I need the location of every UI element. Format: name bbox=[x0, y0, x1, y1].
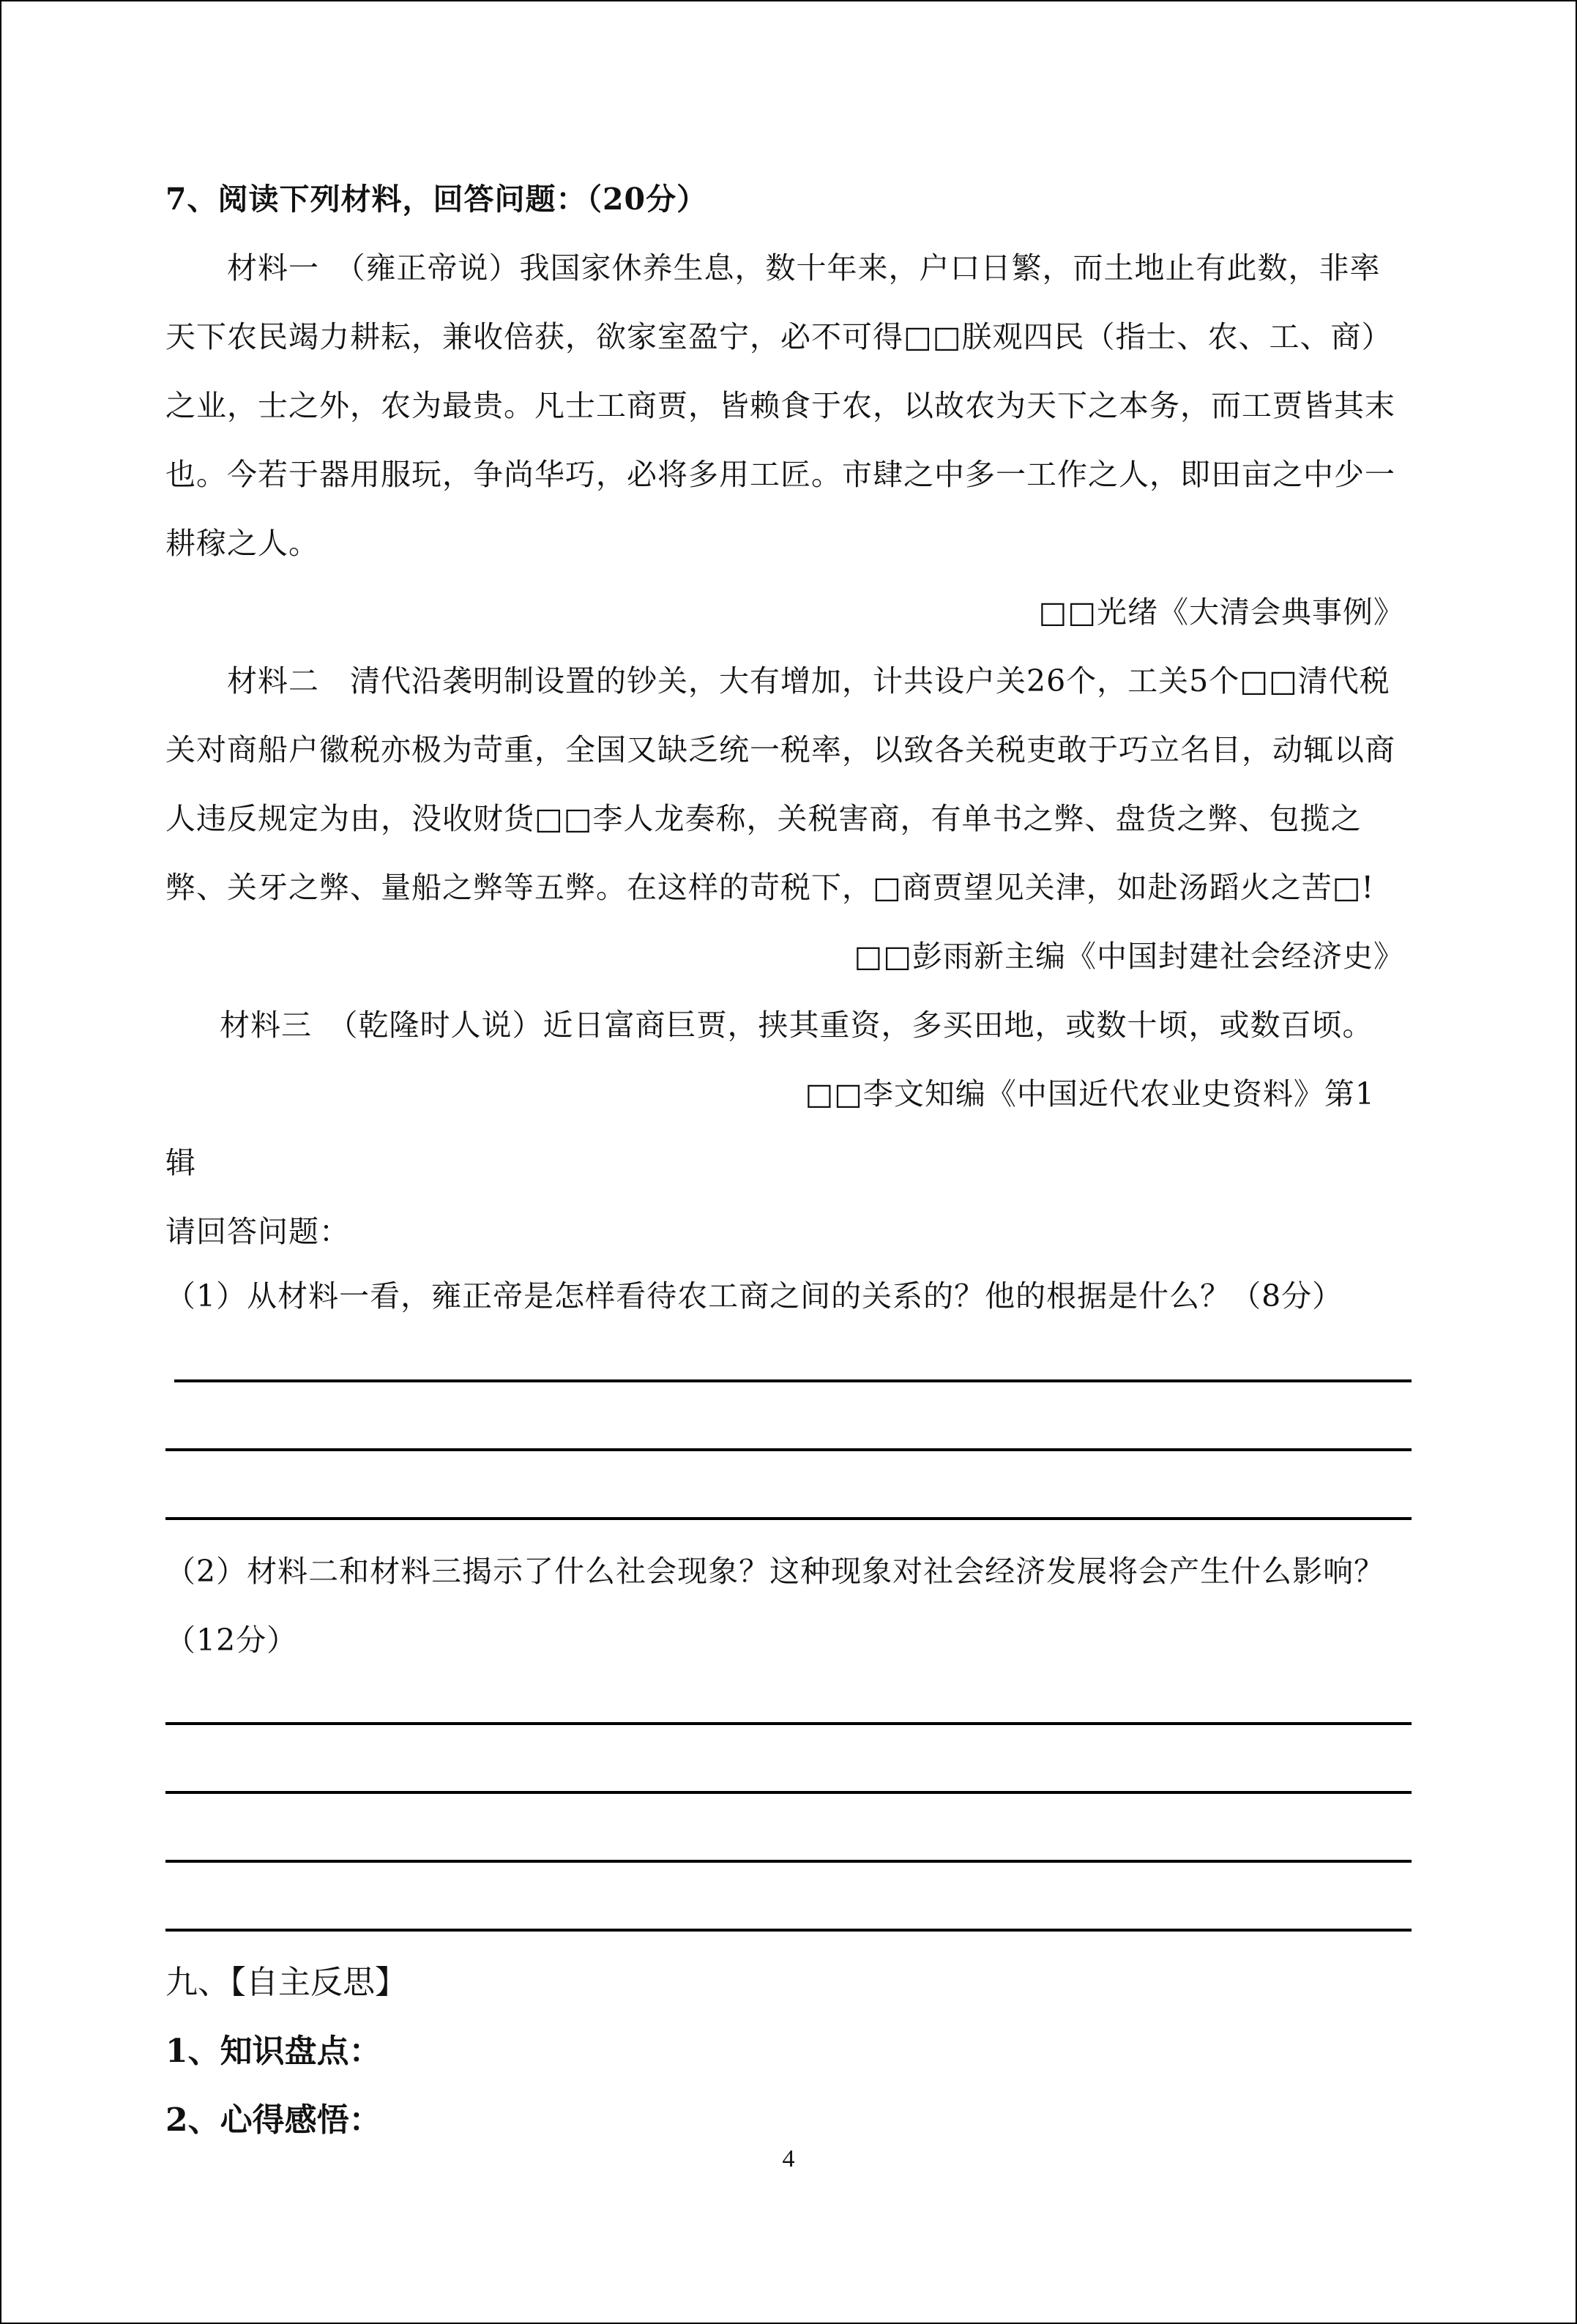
material1-line5: 耕稼之人。 bbox=[165, 526, 319, 561]
answer-line-q2-3[interactable] bbox=[165, 1860, 1412, 1863]
answer-line-q2-2[interactable] bbox=[165, 1791, 1412, 1794]
reflection-heading: 九、【自主反思】 bbox=[165, 1964, 407, 2001]
material1-line3: 之业，士之外，农为最贵。凡士工商贾，皆赖食于农，以故农为天下之本务，而工贾皆其末 bbox=[165, 388, 1395, 423]
source1: □□光绪《大清会典事例》 bbox=[1038, 595, 1404, 630]
source2: □□彭雨新主编《中国封建社会经济史》 bbox=[854, 939, 1404, 974]
source3: □□李文知编《中国近代农业史资料》第1 bbox=[805, 1076, 1375, 1111]
answer-prompt: 请回答问题： bbox=[165, 1214, 350, 1249]
material2-line3: 人违反规定为由，没收财货□□李人龙奏称，关税害商，有单书之弊、盘货之弊、包揽之 bbox=[165, 801, 1362, 836]
material2-line4: 弊、关牙之弊、量船之弊等五弊。在这样的苛税下，□商贾望见关津，如赴汤蹈火之苦□! bbox=[165, 870, 1374, 905]
question-title: 7、阅读下列材料，回答问题：（20分） bbox=[165, 182, 708, 217]
material2-line2: 关对商船户徽税亦极为苛重，全国又缺乏统一税率，以致各关税吏敢于巧立名目，动辄以商 bbox=[165, 732, 1395, 767]
material1-line1: 材料一 （雍正帝说）我国家休养生息，数十年来，户口日繁，而土地止有此数，非率 bbox=[227, 250, 1381, 286]
page-number: 4 bbox=[782, 2145, 795, 2172]
answer-line-q1-1[interactable] bbox=[174, 1379, 1412, 1382]
answer-line-q2-4[interactable] bbox=[165, 1929, 1412, 1932]
question-2-line1: （2）材料二和材料三揭示了什么社会现象？这种现象对社会经济发展将会产生什么影响？ bbox=[165, 1554, 1385, 1589]
material2-line1: 材料二 清代沿袭明制设置的钞关，大有增加，计共设户关26个，工关5个□□清代税 bbox=[227, 663, 1390, 699]
material1-line4: 也。今若于器用服玩，争尚华巧，必将多用工匠。市肆之中多一工作之人，即田亩之中少一 bbox=[165, 457, 1395, 492]
answer-line-q1-2[interactable] bbox=[165, 1448, 1412, 1451]
reflection-item-knowledge: 1、知识盘点： bbox=[165, 2033, 381, 2070]
question-1: （1）从材料一看，雍正帝是怎样看待农工商之间的关系的？他的根据是什么？（8分） bbox=[165, 1278, 1343, 1314]
source3-continued: 辑 bbox=[165, 1145, 196, 1180]
reflection-item-insights: 2、心得感悟： bbox=[165, 2101, 381, 2139]
answer-line-q1-3[interactable] bbox=[165, 1517, 1412, 1520]
material1-line2: 天下农民竭力耕耘，兼收倍获，欲家室盈宁，必不可得□□朕观四民（指士、农、工、商） bbox=[165, 319, 1393, 354]
answer-line-q2-1[interactable] bbox=[165, 1722, 1412, 1725]
question-2-line2: （12分） bbox=[165, 1623, 298, 1658]
material3: 材料三 （乾隆时人说）近日富商巨贾，挟其重资，多买田地，或数十顷，或数百顷。 bbox=[220, 1008, 1373, 1043]
